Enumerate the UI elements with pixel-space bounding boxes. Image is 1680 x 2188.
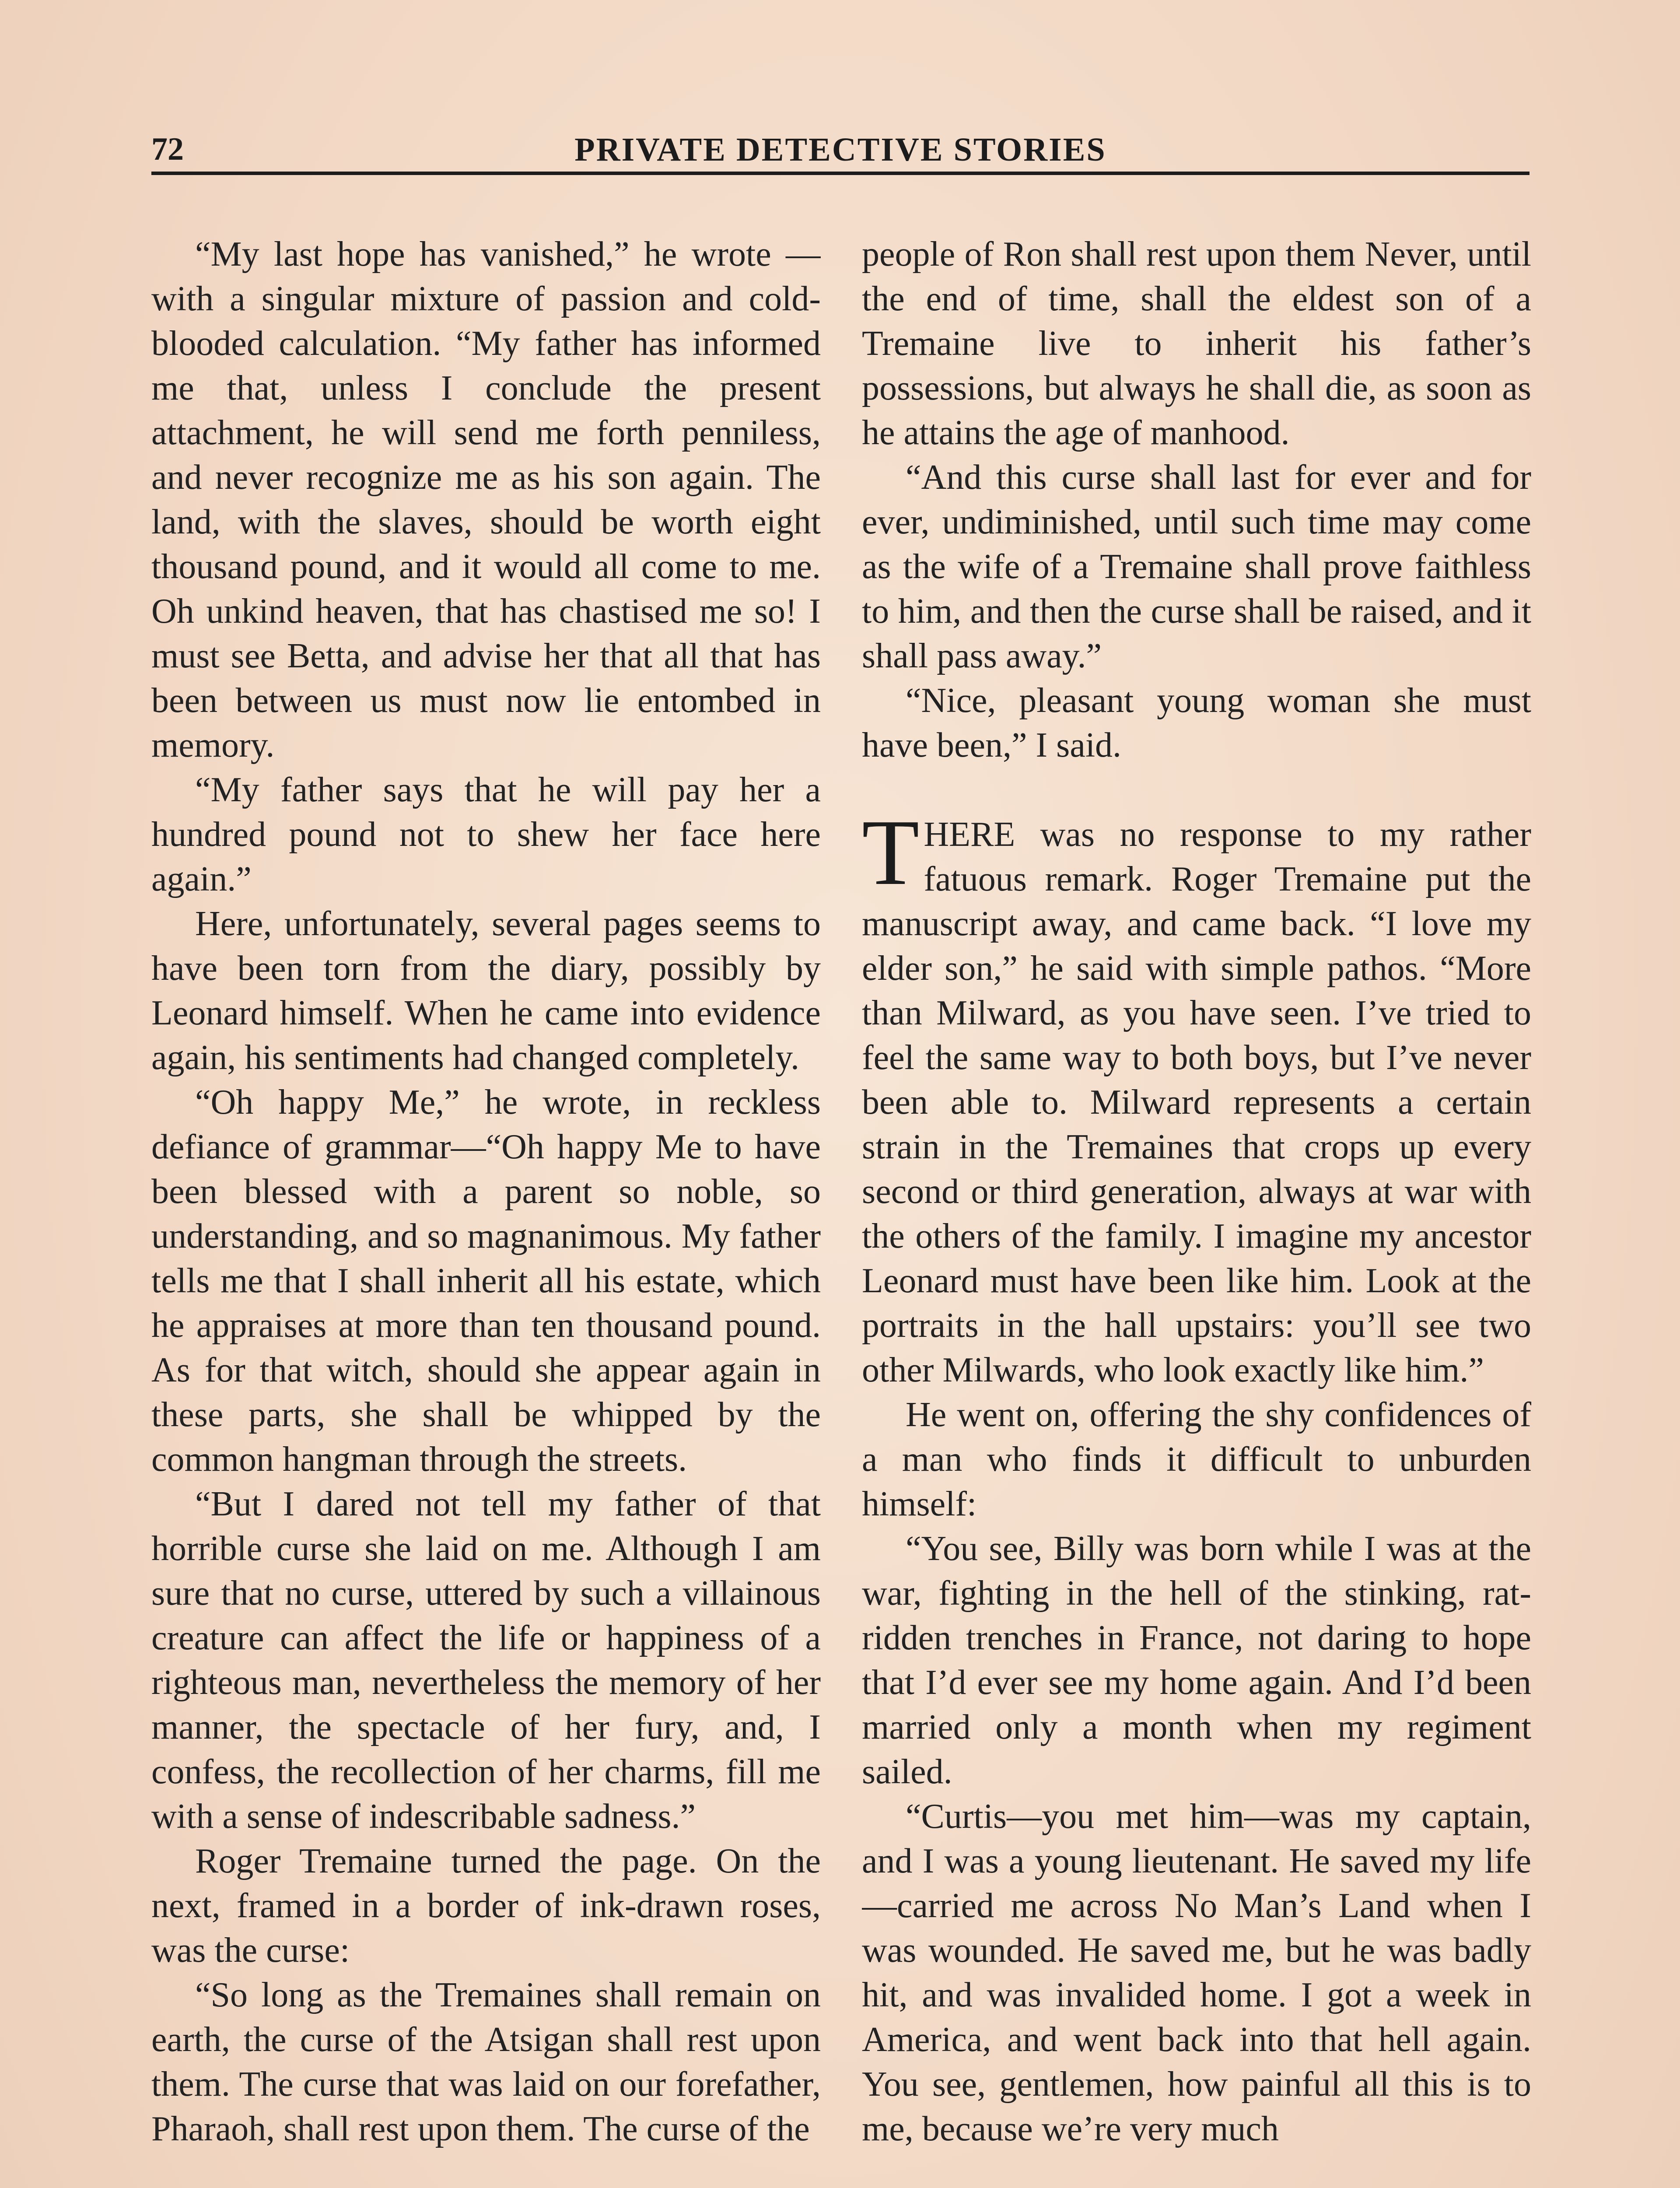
- section-text: HERE was no response to my rather fatuous remark. Roger Tremaine put the manuscript away, and came back. “I love my elder son,” he said with simple pathos. “More than Milward, as you have seen. I’ve tried to feel the same way to both boys, but I’ve never been able to. Milward represents a certain strain in the Tremaines that crops up every second or third generation, always at war with the others of the family. I imagine my ancestor Leonard must have been like him. Look at the portraits in the hall upstairs: you’ll see two other Milwards, who look exactly like him.”: [862, 815, 1531, 1389]
- paragraph: “My last hope has vanished,” he wrote — with a singular mixture of passion and cold-blooded calculation. “My father has informed me that, unless I conclude the present attachment, he will send me forth penniless, and never recognize me as his son again. The land, with the slaves, should be worth eight thousand pound, and it would all come to me. Oh unkind heaven, that has chastised me so! I must see Betta, and advise her that all that has been between us must now lie entombed in memory.: [151, 235, 821, 764]
- page-number: 72: [151, 131, 184, 167]
- page-header: [151, 125, 1530, 175]
- right-column: [862, 232, 1531, 2188]
- paragraph: “You see, Billy was born while I was at the war, fighting in the hell of the stinking, rat-ridden trenches in France, not daring to hope that I’d ever see my home again. And I’d been married only a month when my regiment sailed.: [862, 1529, 1531, 1791]
- paragraph: He went on, offering the shy confidences of a man who finds it difficult to unburden himself:: [862, 1396, 1531, 1523]
- section-first-paragraph: [862, 800, 1531, 1392]
- paragraph: “But I dared not tell my father of that horrible curse she laid on me. Although I am sure that no curse, uttered by such a villainous creature can affect the life or happiness of a righteous man, nevertheless the memory of her manner, the spectacle of her fury, and, I confess, the recollection of her charms, fill me with a sense of indescribable sadness.”: [151, 1485, 821, 1836]
- paragraph: Here, unfortunately, several pages seems to have been torn from the diary, possibly by Leonard himself. When he came into evidence again, his sentiments had changed completely.: [151, 905, 821, 1077]
- paragraph: “Curtis—you met him—was my captain, and I was a young lieutenant. He saved my life—carried me across No Man’s Land when I was wounded. He saved me, but he was badly hit, and was invalided home. I got a week in America, and went back into that hell again. You see, gentlemen, how painful all this is to me, because we’re very much: [862, 1797, 1531, 2148]
- drop-cap: T: [862, 800, 920, 905]
- paragraph: “Nice, pleasant young woman she must have been,” I said.: [862, 681, 1531, 764]
- magazine-title: PRIVATE DETECTIVE STORIES: [574, 131, 1106, 168]
- left-column: [151, 232, 821, 2188]
- paragraph: “So long as the Tremaines shall remain on earth, the curse of the Atsigan shall rest upon them. The curse that was laid on our forefather, Pharaoh, shall rest upon them. The curse of the: [151, 1976, 821, 2148]
- paragraph-continuation: people of Ron shall rest upon them Never, until the end of time, shall the eldest son of a Tremaine live to inherit his father’s possessions, but always he shall die, as soon as he attains the age of manhood.: [862, 235, 1531, 452]
- paragraph: “Oh happy Me,” he wrote, in reckless defiance of grammar—“Oh happy Me to have been blessed with a parent so noble, so understanding, and so magnanimous. My father tells me that I shall inherit all his estate, which he appraises at more than ten thousand pound. As for that witch, should she appear again in these parts, she shall be whipped by the common hangman through the streets.: [151, 1083, 821, 1479]
- paragraph: Roger Tremaine turned the page. On the next, framed in a border of ink-drawn roses, was the curse:: [151, 1842, 821, 1970]
- paragraph: “My father says that he will pay her a hundred pound not to shew her face here again.”: [151, 771, 821, 898]
- header-rule: [151, 172, 1530, 175]
- paragraph: “And this curse shall last for ever and for ever, undiminished, until such time may come as the wife of a Tremaine shall prove faithless to him, and then the curse shall be raised, and it shall pass away.”: [862, 458, 1531, 675]
